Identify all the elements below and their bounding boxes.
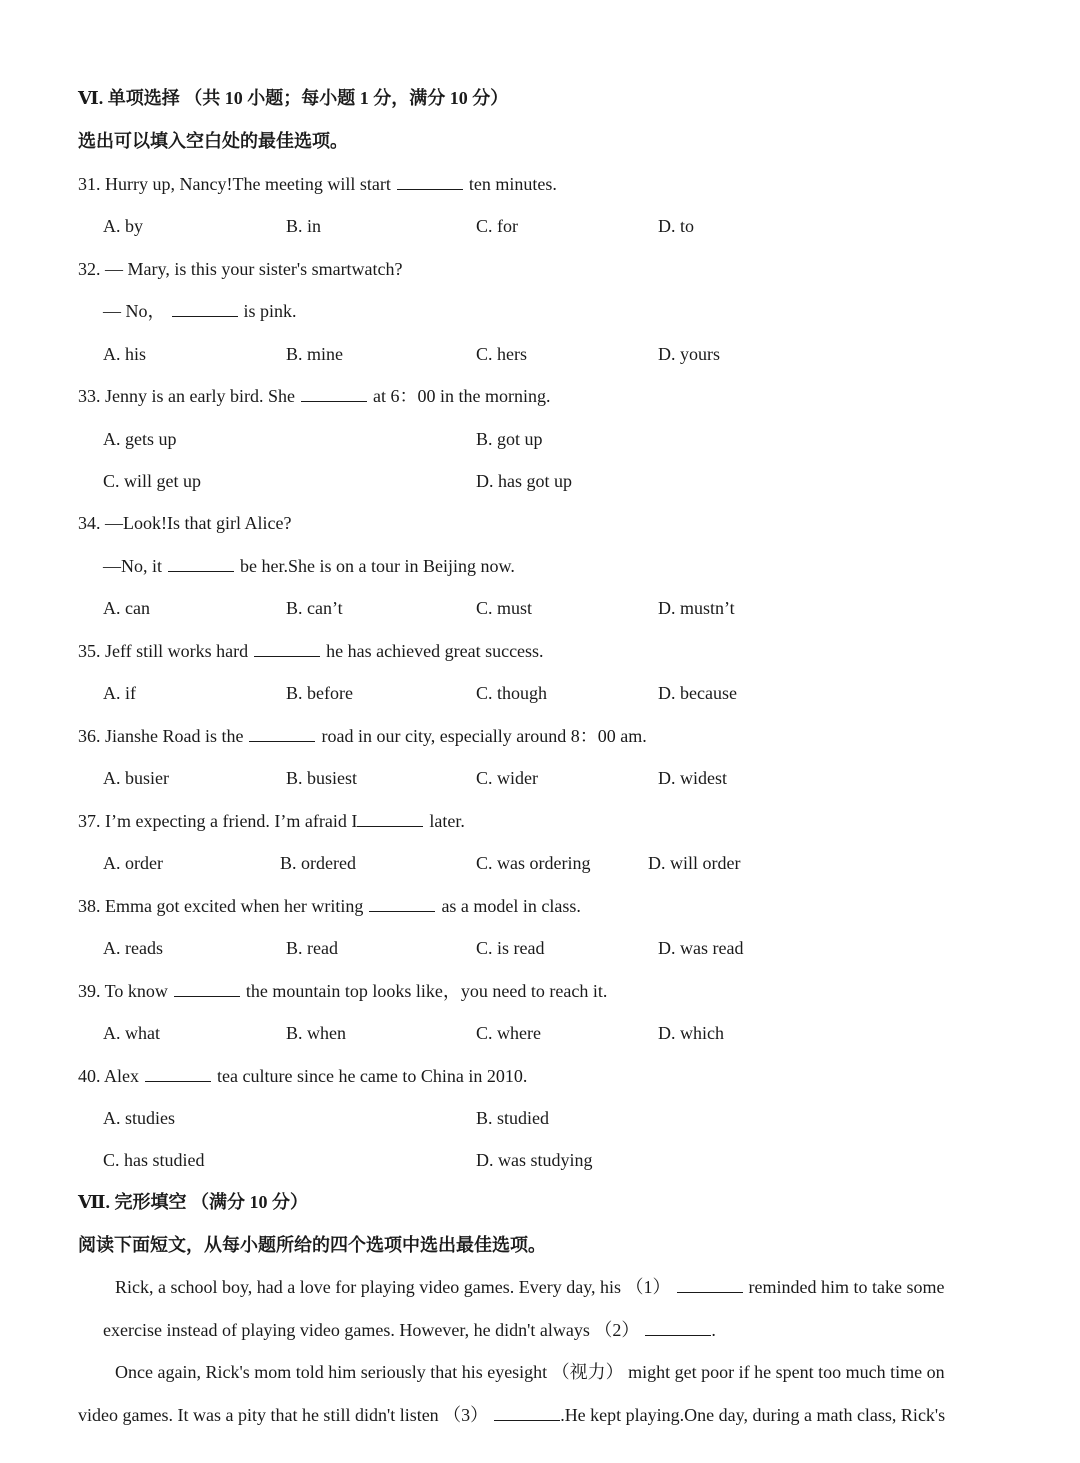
answer-blank (168, 555, 234, 572)
question-38 (78, 894, 581, 918)
option-d: D. has got up (476, 471, 572, 491)
question-31 (78, 172, 557, 196)
option-c: C. though (476, 683, 548, 703)
question-text: 31. Hurry up, Nancy!The meeting will start (78, 174, 391, 194)
section-7-instruction: 阅读下面短文，从每小题所给的四个选项中选出最佳选项。 (78, 1235, 546, 1255)
option-b: B. when (286, 1023, 346, 1043)
option-a: A. studies (103, 1108, 175, 1128)
question-text: later. (429, 811, 465, 831)
option-c: C. will get up (103, 471, 201, 491)
question-text: the mountain top looks like，you need to reach it. (245, 981, 608, 1001)
question-34: 34. —Look!Is that girl Alice? (78, 513, 292, 533)
option-c: C. was ordering (476, 853, 591, 873)
answer-blank (254, 640, 320, 657)
passage-text: . (711, 1320, 716, 1340)
question-text: 40. Alex (78, 1066, 139, 1086)
question-39 (78, 979, 607, 1003)
passage-line: Once again, Rick's mom told him seriously that his eyesight （视力） might get poor if he spent too much time on (115, 1362, 945, 1382)
option-b: B. can’t (286, 598, 343, 618)
option-d: D. because (658, 683, 737, 703)
answer-blank (174, 980, 240, 997)
question-text: ten minutes. (468, 174, 557, 194)
option-b: B. got up (476, 429, 543, 449)
question-34-reply (103, 554, 515, 578)
question-36 (78, 724, 647, 748)
option-c: C. must (476, 598, 533, 618)
option-c: C. has studied (103, 1150, 205, 1170)
question-text: is pink. (243, 301, 297, 321)
option-b: B. ordered (280, 853, 356, 873)
question-text: be her.She is on a tour in Beijing now. (240, 556, 515, 576)
question-32: 32. — Mary, is this your sister's smartwatch? (78, 259, 403, 279)
section-7-title: Ⅶ. 完形填空 （满分 10 分） (78, 1192, 308, 1212)
option-b: B. read (286, 938, 338, 958)
passage-text: reminded him to take some (748, 1277, 945, 1297)
question-text: 33. Jenny is an early bird. She (78, 386, 295, 406)
question-33 (78, 384, 550, 408)
option-a: A. if (103, 683, 136, 703)
option-b: B. in (286, 216, 322, 236)
question-37 (78, 809, 465, 833)
option-d: D. yours (658, 344, 720, 364)
passage-line (103, 1318, 716, 1342)
option-d: D. will order (648, 853, 741, 873)
question-35 (78, 639, 544, 663)
option-a: A. by (103, 216, 143, 236)
question-text: he has achieved great success. (326, 641, 544, 661)
question-text: 36. Jianshe Road is the (78, 726, 244, 746)
option-c: C. where (476, 1023, 541, 1043)
answer-blank (397, 173, 463, 190)
option-a: A. what (103, 1023, 160, 1043)
passage-line (115, 1275, 945, 1299)
answer-blank (301, 385, 367, 402)
option-b: B. before (286, 683, 353, 703)
option-c: C. hers (476, 344, 527, 364)
question-text: at 6：00 in the morning. (372, 386, 551, 406)
question-text: — No， (103, 301, 166, 321)
passage-text: exercise instead of playing video games. However, he didn't always （2） (103, 1320, 640, 1340)
question-text: 37. I’m expecting a friend. I’m afraid I (78, 811, 358, 831)
option-b: B. studied (476, 1108, 550, 1128)
passage-text: .He kept playing.One day, during a math class, Rick's (560, 1405, 946, 1425)
option-c: C. wider (476, 768, 538, 788)
question-40 (78, 1064, 527, 1088)
option-a: A. gets up (103, 429, 177, 449)
option-a: A. his (103, 344, 147, 364)
question-text: 39. To know (78, 981, 168, 1001)
answer-blank (249, 725, 315, 742)
answer-blank (677, 1276, 743, 1293)
question-text: 35. Jeff still works hard (78, 641, 249, 661)
option-a: A. busier (103, 768, 169, 788)
question-text: road in our city, especially around 8：00 am. (321, 726, 647, 746)
answer-blank (645, 1319, 711, 1336)
option-b: B. mine (286, 344, 343, 364)
passage-text: video games. It was a pity that he still didn't listen （3） (78, 1405, 489, 1425)
passage-text: Rick, a school boy, had a love for playing video games. Every day, his （1） (115, 1277, 671, 1297)
question-text: as a model in class. (441, 896, 581, 916)
option-c: C. for (476, 216, 518, 236)
option-a: A. reads (103, 938, 163, 958)
answer-blank (145, 1065, 211, 1082)
option-d: D. was read (658, 938, 744, 958)
answer-blank (494, 1404, 560, 1421)
question-text: 38. Emma got excited when her writing (78, 896, 364, 916)
answer-blank (357, 810, 423, 827)
option-d: D. was studying (476, 1150, 593, 1170)
question-32-reply (103, 299, 297, 323)
passage-line (78, 1403, 945, 1427)
question-text: tea culture since he came to China in 2010. (217, 1066, 528, 1086)
option-d: D. to (658, 216, 694, 236)
option-b: B. busiest (286, 768, 358, 788)
option-d: D. which (658, 1023, 724, 1043)
option-a: A. can (103, 598, 150, 618)
option-d: D. mustn’t (658, 598, 735, 618)
option-c: C. is read (476, 938, 545, 958)
option-a: A. order (103, 853, 163, 873)
section-6-instruction: 选出可以填入空白处的最佳选项。 (78, 131, 348, 151)
answer-blank (172, 300, 238, 317)
question-text: —No, it (103, 556, 163, 576)
answer-blank (369, 895, 435, 912)
option-d: D. widest (658, 768, 727, 788)
section-6-title: Ⅵ. 单项选择 （共 10 小题；每小题 1 分，满分 10 分） (78, 88, 509, 108)
